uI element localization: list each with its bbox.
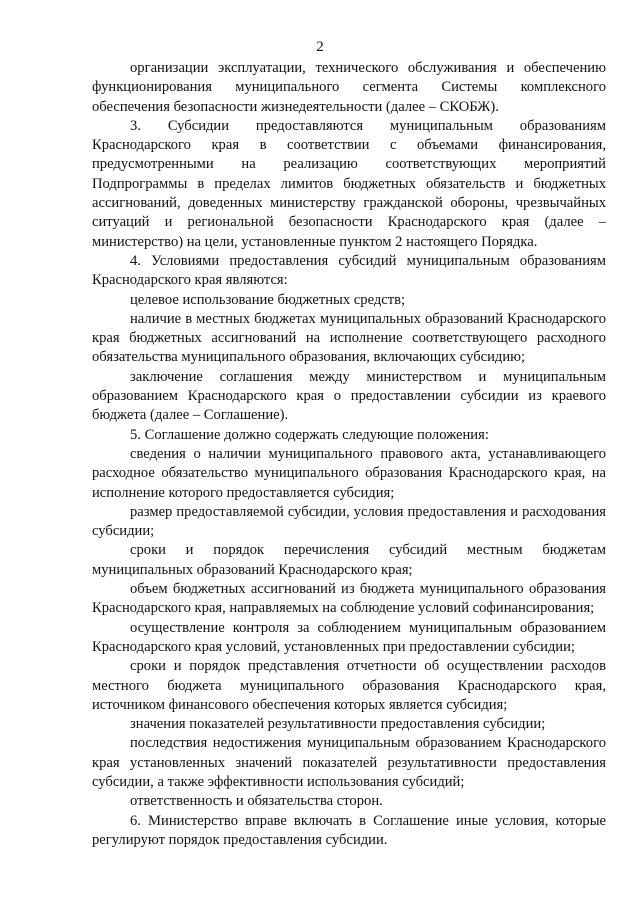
agreement-provision-item: сведения о наличии муниципального правового акта, устанавливающего расходное обязательство муниципального образования Краснодарского края, на исполнение которого предоставляется субсидия; <box>92 445 606 501</box>
paragraph-clause-4: 4. Условиями предоставления субсидий муниципальным образованиям Краснодарского края являются: <box>92 252 606 289</box>
condition-item: заключение соглашения между министерством и муниципальным образованием Краснодарского края о предоставлении субсидии из краевого бюджета (далее – Соглашение). <box>92 368 606 424</box>
agreement-provision-item: осуществление контроля за соблюдением муниципальным образованием Краснодарского края условий, установленных при предоставлении субсидии; <box>92 619 606 655</box>
agreement-provision-item: объем бюджетных ассигнований из бюджета муниципального образования Краснодарского края, направляемых на соблюдение условий софинансирования; <box>92 581 606 617</box>
agreement-provision-item: сроки и порядок перечисления субсидий местным бюджетам муниципальных образований Краснодарского края; <box>92 542 606 578</box>
condition-item: целевое использование бюджетных средств; <box>130 291 406 308</box>
page-number: 2 <box>316 39 324 55</box>
agreement-provision-item: размер предоставляемой субсидии, условия предоставления и расходования субсидии; <box>92 503 606 540</box>
agreement-provision-item: ответственность и обязательства сторон. <box>130 793 383 810</box>
paragraph-clause-5: 5. Соглашение должно содержать следующие положения: <box>130 426 489 443</box>
document-body <box>92 59 606 850</box>
paragraph-clause-3: 3. Субсидии предоставляются муниципальным образованиям Краснодарского края в соответствии с объемами финансирования, предусмотренными на реализацию соответствующих мероприятий Подпрограммы в пределах лимитов бюджетных обязательств и бюджетных ассигнований, доведенных министерству гражданской обороны, чрезвычайных ситуаций и региональной безопасности Краснодарского края (далее – министерство) на цели, установленные пунктом 2 настоящего Порядка. <box>92 117 606 250</box>
agreement-provision-item: сроки и порядок представления отчетности об осуществлении расходов местного бюджета муниципального образования Краснодарского края, источником финансового обеспечения которых является субсидия; <box>92 658 606 713</box>
agreement-provision-item: значения показателей результативности предоставления субсидии; <box>130 716 546 733</box>
condition-item: наличие в местных бюджетах муниципальных образований Краснодарского края бюджетных ассигнований на исполнение соответствующего расходного обязательства муниципального образования, включающих субсидию; <box>92 310 606 366</box>
paragraph-continuation: организации эксплуатации, технического обслуживания и обеспечению функционирования муниципального сегмента Системы комплексного обеспечения безопасности жизнедеятельности (далее – СКОБЖ). <box>92 60 606 115</box>
agreement-provision-item: последствия недостижения муниципальным образованием Краснодарского края установленных значений показателей результативности предоставления субсидии, а также эффективности использования субсидий; <box>92 735 606 790</box>
paragraph-clause-6: 6. Министерство вправе включать в Соглашение иные условия, которые регулируют порядок предоставления субсидии. <box>92 812 606 848</box>
